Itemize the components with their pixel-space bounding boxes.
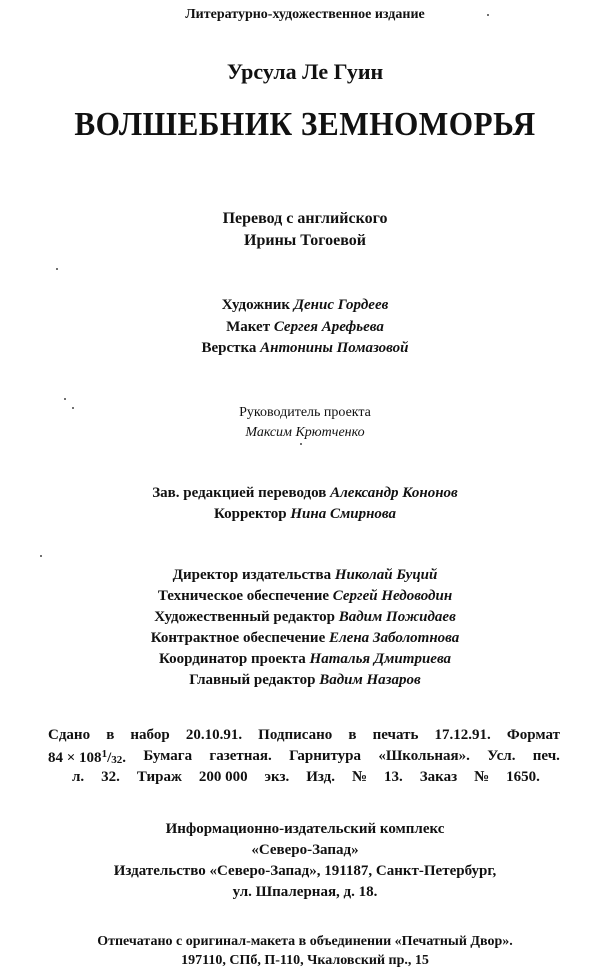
imprint-word: Бумага — [143, 748, 193, 764]
author-name: Урсула Ле Гуин — [226, 59, 384, 84]
book-title: ВОЛШЕБНИК ЗЕМНОМОРЬЯ — [74, 106, 536, 143]
imprint-word: Формат — [506, 727, 560, 743]
imprint-word: газетная. — [209, 748, 272, 764]
staff-role: Директор издательства — [172, 567, 332, 583]
imprint-word: в — [348, 727, 357, 743]
staff-coordinator — [0, 652, 610, 667]
scan-speck — [40, 555, 42, 557]
imprint-word: 1650. — [506, 769, 540, 785]
credit-role: Макет — [226, 319, 271, 335]
imprint-word: Подписано — [258, 727, 333, 743]
staff-technical — [0, 589, 610, 604]
scan-speck — [487, 14, 489, 16]
credit-person: Сергея Арефьева — [273, 319, 384, 335]
staff-role: Техническое обеспечение — [157, 588, 330, 604]
imprint-format: $84 \times 108^1/32$. — [48, 748, 126, 766]
imprint-word: 200 000 — [198, 769, 248, 785]
imprint-word: набор — [130, 727, 170, 743]
credit-person: Денис Гордеев — [293, 297, 389, 313]
credit-role: Зав. редакцией переводов — [152, 485, 327, 501]
project-lead-name: Максим Крютченко — [245, 425, 365, 440]
staff-person: Вадим Назаров — [319, 672, 421, 688]
imprint-line-3 — [72, 770, 540, 785]
credit-proofreader — [0, 507, 610, 522]
imprint-line-2 — [48, 749, 560, 766]
imprint-word: № — [474, 769, 490, 785]
imprint-word: № — [351, 769, 368, 785]
staff-role: Художественный редактор — [154, 609, 335, 625]
staff-person: Наталья Дмитриева — [309, 651, 452, 667]
imprint-word: «Школьная». — [378, 748, 470, 764]
printer-line-2: 197110, СПб, П-110, Чкаловский пр., 15 — [181, 953, 429, 968]
staff-person: Николай Буций — [334, 567, 438, 583]
staff-person: Елена Заболотнова — [328, 630, 460, 646]
imprint-word: л. — [72, 769, 85, 785]
scan-speck — [72, 407, 74, 409]
imprint-word: в — [106, 727, 115, 743]
imprint-word: Усл. — [487, 748, 516, 764]
imprint-word: Сдано — [48, 727, 91, 743]
credit-role: Корректор — [213, 506, 287, 522]
staff-contracts — [0, 631, 610, 646]
translation-line-2: Ирины Тогоевой — [244, 232, 366, 249]
imprint-line-1 — [48, 728, 560, 743]
staff-role: Главный редактор — [189, 672, 316, 688]
translation-line-1: Перевод с английского — [222, 210, 388, 227]
credit-role: Верстка — [201, 340, 257, 356]
credit-layout — [0, 320, 610, 335]
scan-speck — [300, 443, 302, 445]
credit-typesetting — [0, 341, 610, 356]
scan-speck — [56, 268, 58, 270]
staff-person: Вадим Пожидаев — [338, 609, 456, 625]
staff-chief-editor — [0, 673, 610, 688]
publisher-line-1: Информационно-издательский комплекс — [165, 821, 445, 837]
format-size: 84 × 108 — [48, 750, 102, 766]
printer-line-1: Отпечатано с оригинал-макета в объединении «Печатный Двор». — [97, 934, 513, 949]
imprint-word: Заказ — [419, 769, 458, 785]
imprint-word: Тираж — [136, 769, 182, 785]
imprint-word: печ. — [532, 748, 560, 764]
credit-person: Александр Кононов — [330, 485, 458, 501]
credit-translation-editor — [0, 486, 610, 501]
format-fraction-den: 32 — [111, 754, 123, 766]
imprint-word: Гарнитура — [289, 748, 361, 764]
publisher-line-2: «Северо-Запад» — [251, 842, 359, 858]
imprint-word: 20.10.91. — [185, 727, 243, 743]
imprint-word: 32. — [101, 769, 120, 785]
staff-director — [0, 568, 610, 583]
imprint-word: 17.12.91. — [434, 727, 491, 743]
imprint-word: 13. — [384, 769, 403, 785]
staff-role: Контрактное обеспечение — [150, 630, 326, 646]
format-fraction-num: 1 — [101, 748, 108, 760]
edition-type: Литературно-художественное издание — [185, 7, 425, 22]
staff-person: Сергей Недоводин — [332, 588, 453, 604]
credit-person: Антонины Помазовой — [260, 340, 409, 356]
imprint-word: Изд. — [306, 769, 335, 785]
project-lead-role: Руководитель проекта — [239, 405, 371, 420]
credit-artist — [0, 298, 610, 313]
imprint-word: экз. — [264, 769, 290, 785]
scan-speck — [64, 398, 66, 400]
imprint-word: печать — [372, 727, 419, 743]
credit-person: Нина Смирнова — [290, 506, 397, 522]
staff-art-editor — [0, 610, 610, 625]
credit-role: Художник — [221, 297, 291, 313]
publisher-line-3: Издательство «Северо-Запад», 191187, Санкт-Петербург, — [113, 863, 497, 879]
publisher-line-4: ул. Шпалерная, д. 18. — [232, 884, 378, 900]
staff-role: Координатор проекта — [158, 651, 306, 667]
